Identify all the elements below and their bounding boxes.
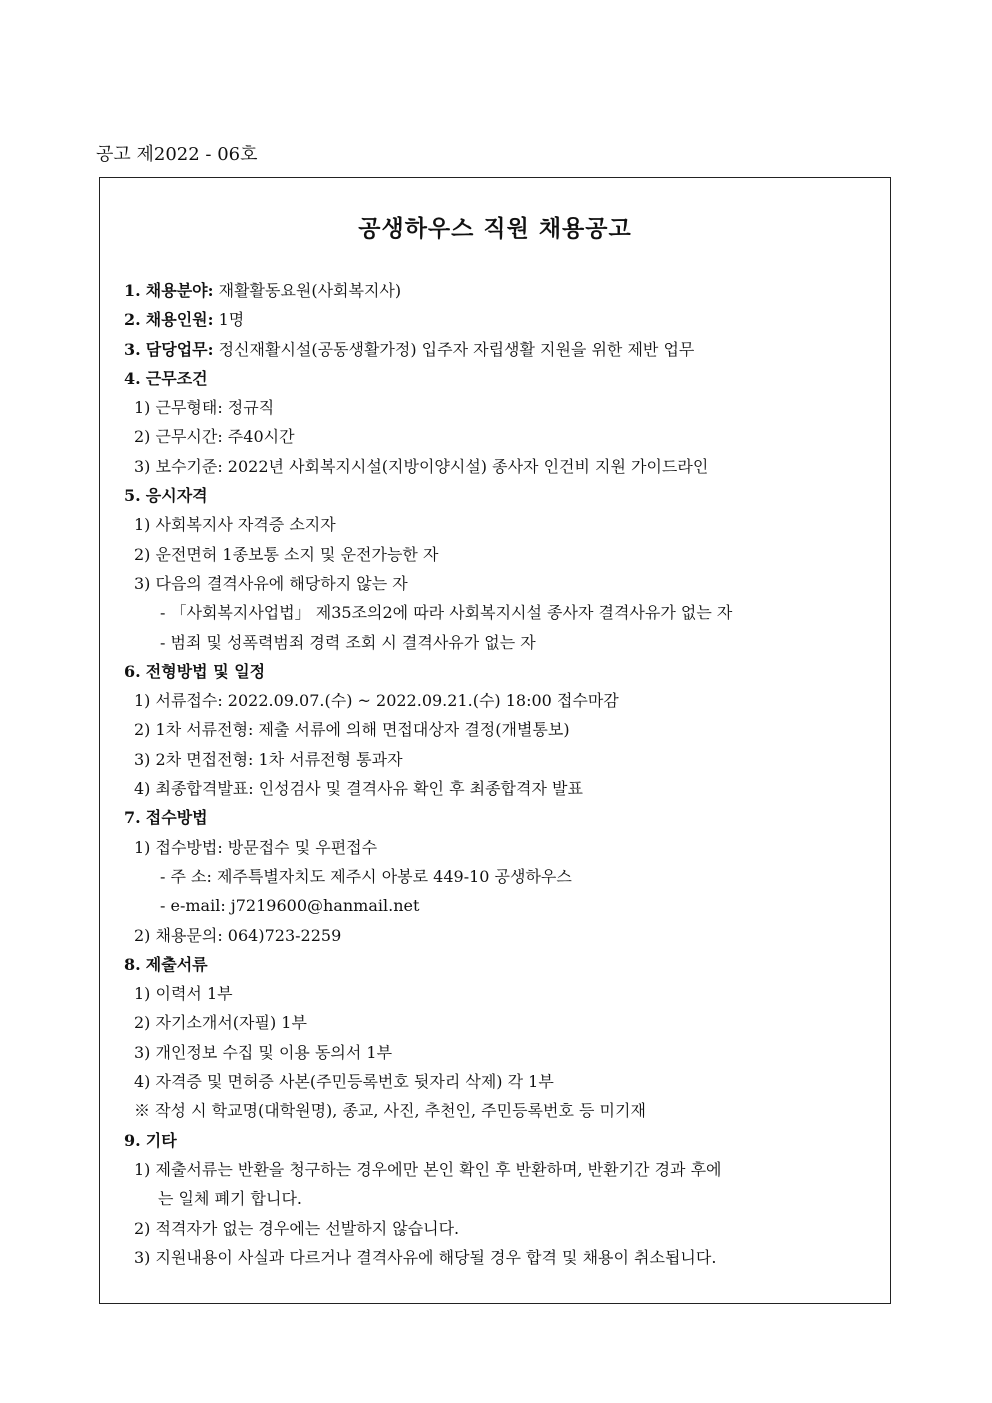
section-heading: [124, 364, 864, 393]
section-label: 접수방법: [145, 808, 208, 828]
section-label: 기타: [145, 1130, 177, 1150]
section-heading: [124, 657, 864, 686]
section-number: 5.: [124, 486, 141, 506]
list-item: 1) 제출서류는 반환을 청구하는 경우에만 본인 확인 후 반환하며, 반환기간 경과 후에: [134, 1159, 722, 1179]
note-line: ※ 작성 시 학교명(대학원명), 종교, 사진, 추천인, 주민등록번호 등 미기재: [134, 1101, 646, 1121]
bullet-item: - e-mail: j7219600@hanmail.net: [160, 896, 420, 916]
continuation-line: 는 일체 폐기 합니다.: [158, 1189, 302, 1209]
list-item: 2) 근무시간: 주40시간: [134, 427, 295, 447]
list-item: 3) 다음의 결격사유에 해당하지 않는 자: [134, 573, 408, 593]
section-heading: [124, 481, 864, 510]
section-number: 7.: [124, 808, 141, 828]
list-item: 4) 자격증 및 면허증 사본(주민등록번호 뒷자리 삭제) 각 1부: [134, 1072, 554, 1092]
section-label: 근무조건: [145, 368, 208, 388]
list-item: 4) 최종합격발표: 인성검사 및 결격사유 확인 후 최종합격자 발표: [134, 779, 583, 799]
section-heading: [124, 803, 864, 832]
section-number: 6.: [124, 661, 141, 681]
section-number: 9.: [124, 1130, 141, 1150]
section-text: 1명: [213, 310, 245, 330]
notice-box: [99, 177, 891, 1304]
bullet-item: - 범죄 및 성폭력범죄 경력 조회 시 결격사유가 없는 자: [160, 632, 536, 652]
list-item: 1) 사회복지사 자격증 소지자: [134, 515, 336, 535]
section-number: 8.: [124, 954, 141, 974]
document-title: 공생하우스 직원 채용공고: [358, 215, 632, 242]
section-number: 2.: [124, 310, 141, 330]
section-label: 응시자격: [145, 486, 208, 506]
list-item: 2) 운전면허 1종보통 소지 및 운전가능한 자: [134, 544, 439, 564]
section-heading: [124, 950, 864, 979]
list-item: 1) 이력서 1부: [134, 984, 233, 1004]
notice-number: 공고 제2022 - 06호: [96, 144, 258, 165]
section-text: 재활활동요원(사회복지사): [213, 281, 402, 300]
section-label: 담당업무:: [145, 339, 214, 359]
section-heading: [124, 305, 864, 334]
section-label: 채용인원:: [145, 310, 214, 330]
section-heading: [124, 276, 864, 305]
section-heading: [124, 335, 864, 364]
list-item: 2) 1차 서류전형: 제출 서류에 의해 면접대상자 결정(개별통보): [134, 720, 570, 740]
list-item: 3) 2차 면접전형: 1차 서류전형 통과자: [134, 749, 403, 769]
section-label: 전형방법 및 일정: [145, 661, 266, 681]
list-item: 1) 접수방법: 방문접수 및 우편접수: [134, 837, 378, 857]
list-item: 2) 채용문의: 064)723-2259: [134, 925, 342, 945]
section-label: 제출서류: [145, 954, 208, 974]
section-label: 채용분야:: [145, 281, 214, 300]
list-item: 1) 서류접수: 2022.09.07.(수) ~ 2022.09.21.(수) 18:00 접수마감: [134, 691, 619, 711]
list-item: 1) 근무형태: 정규직: [134, 398, 275, 418]
list-item: 2) 자기소개서(자필) 1부: [134, 1013, 307, 1033]
list-item: 3) 지원내용이 사실과 다르거나 결격사유에 해당될 경우 합격 및 채용이 취소됩니다.: [134, 1247, 717, 1267]
section-number: 1.: [124, 281, 141, 300]
section-number: 3.: [124, 339, 141, 359]
notice-content: [124, 276, 864, 1272]
list-item: 3) 개인정보 수집 및 이용 동의서 1부: [134, 1042, 393, 1062]
section-text: 정신재활시설(공동생활가정) 입주자 자립생활 지원을 위한 제반 업무: [213, 339, 695, 359]
list-item: 3) 보수기준: 2022년 사회복지시설(지방이양시설) 종사자 인건비 지원 가이드라인: [134, 456, 709, 476]
list-item: 2) 적격자가 없는 경우에는 선발하지 않습니다.: [134, 1218, 460, 1238]
section-heading: [124, 1126, 864, 1155]
bullet-item: - 주 소: 제주특별자치도 제주시 아봉로 449-10 공생하우스: [160, 866, 572, 886]
section-number: 4.: [124, 368, 141, 388]
bullet-item: - 「사회복지사업법」 제35조의2에 따라 사회복지시설 종사자 결격사유가 없는 자: [160, 603, 733, 623]
